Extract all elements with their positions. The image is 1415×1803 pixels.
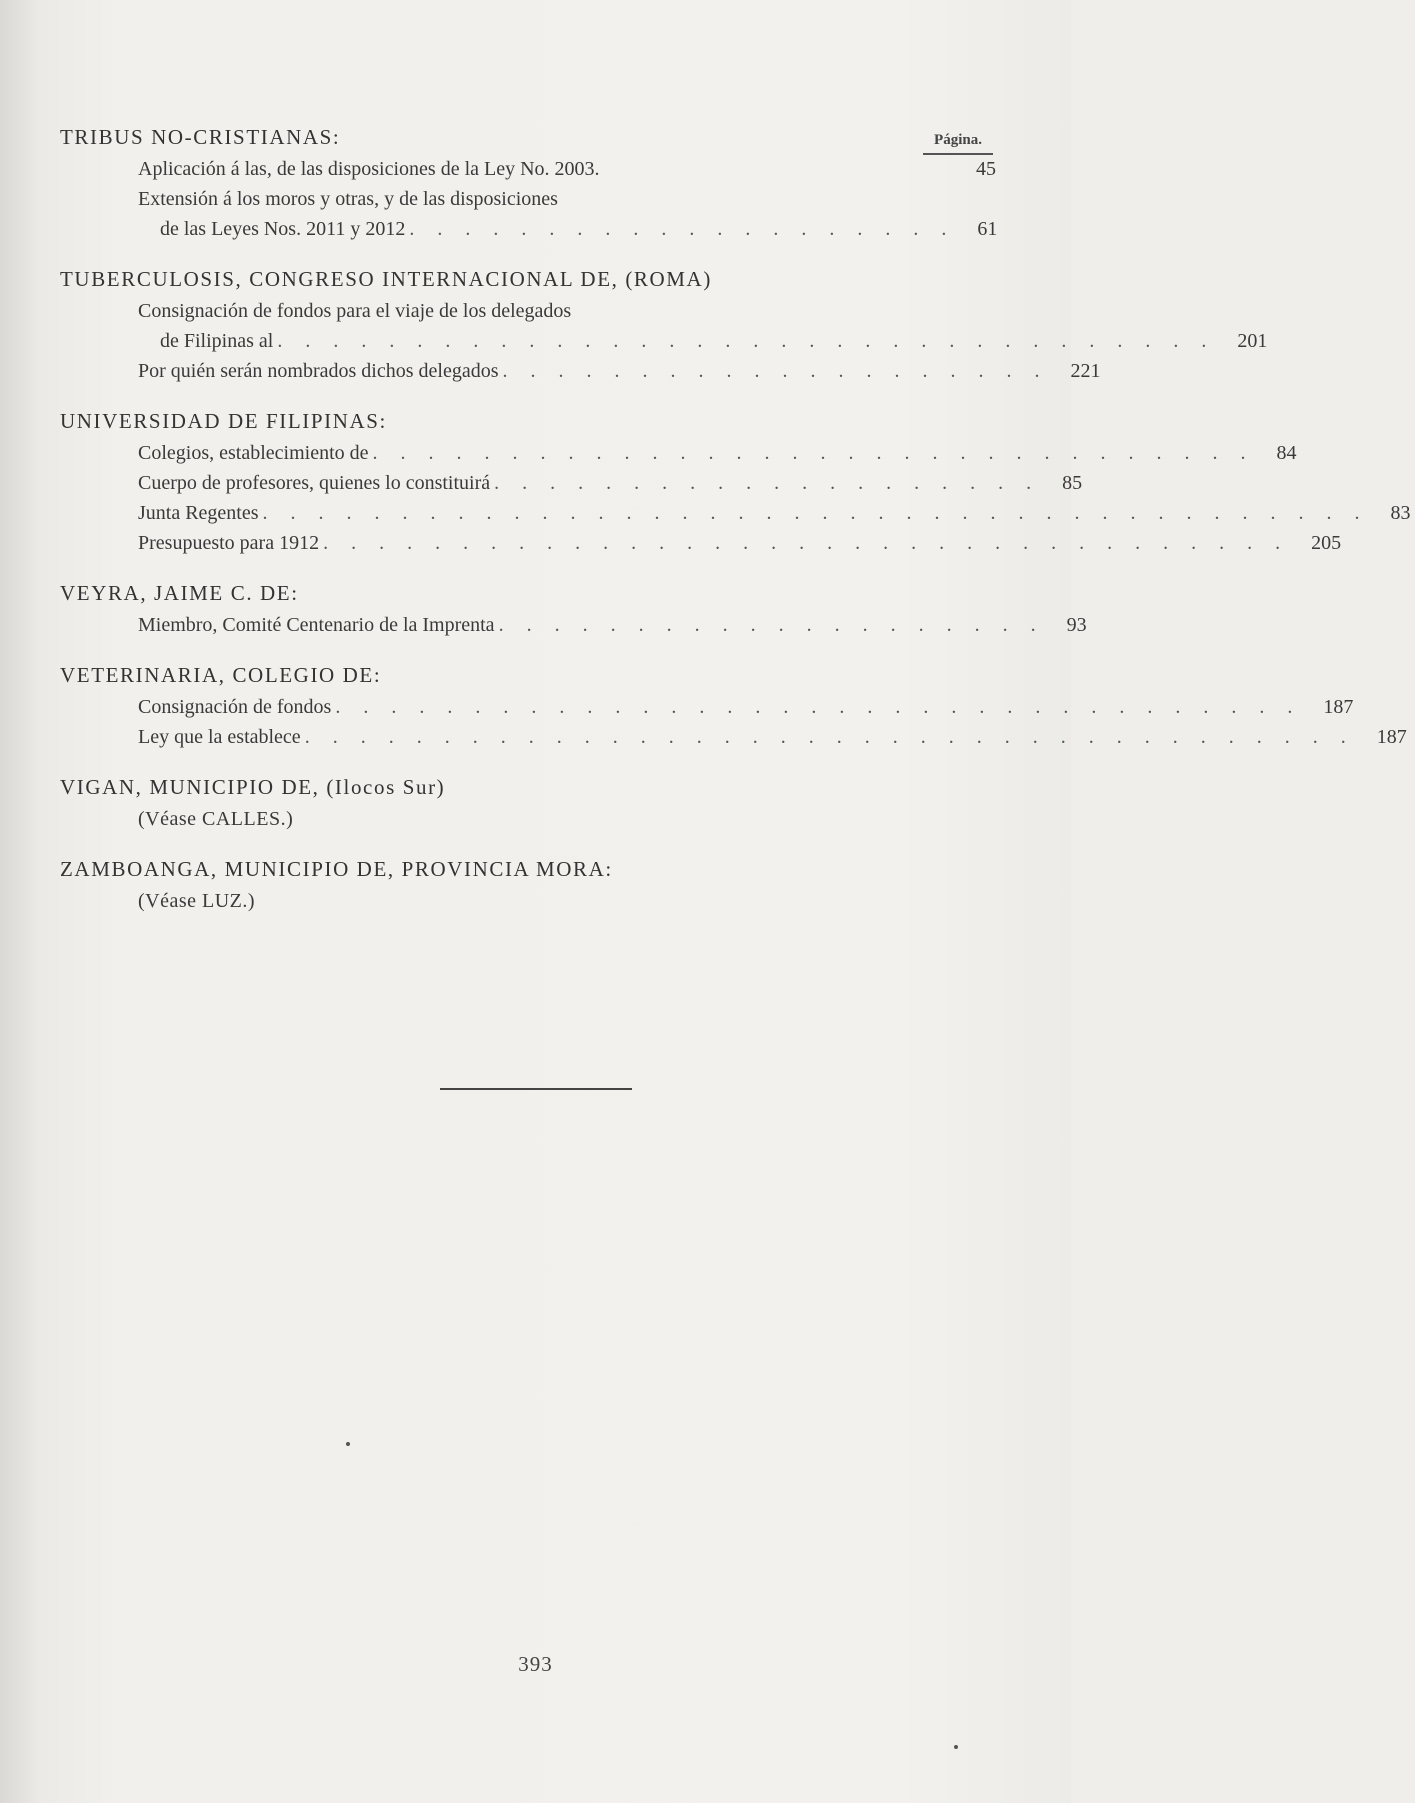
index-section: [60, 406, 1411, 558]
print-speck: [954, 1745, 958, 1749]
index-entry: [60, 692, 1354, 722]
dot-leader: . . . . . . . . . . . . . . . . . . . . . . . . . . . . . . . . . . .: [335, 696, 1302, 718]
index-entry: [60, 528, 1342, 558]
dot-leader: . . . . . . . . . . . . . . . . . . . . . . . . . . . . . . . .: [372, 442, 1255, 464]
index-section: [60, 772, 1000, 834]
entry-text: Ley que la establece: [138, 726, 301, 748]
index-entry: [60, 214, 1000, 244]
page-column-label: Página.: [923, 132, 993, 155]
index-section: [60, 578, 1087, 640]
entry-text: Miembro, Comité Centenario de la Imprenta: [138, 614, 495, 636]
dot-leader: . . . . . . . . . . . . . . . . . . . . . . . . . . . . . . . . . . . . . . . .: [262, 502, 1369, 524]
entry-page-number: 205: [1311, 532, 1342, 554]
entry-text: Por quién serán nombrados dichos delegados: [138, 360, 499, 382]
section-heading: TRIBUS NO-CRISTIANAS:: [60, 125, 341, 149]
index-entry: [60, 498, 1411, 528]
entry-page-number: 61: [977, 218, 998, 240]
entry-text: de Filipinas al: [160, 330, 274, 352]
dot-leader: . . . . . . . . . . . . . . . . . . . .: [409, 218, 956, 240]
print-speck: [346, 1442, 350, 1446]
cross-reference: (Véase LUZ.): [138, 890, 256, 912]
index-section: [60, 660, 1407, 752]
section-heading: UNIVERSIDAD DE FILIPINAS:: [60, 409, 387, 433]
dot-leader: . . . . . . . . . . . . . . . . . . . . . . . . . . . . . . . . . . . . . .: [304, 726, 1355, 748]
index-section: [60, 264, 1268, 386]
index-content: [60, 122, 1411, 936]
index-entry: [60, 326, 1268, 356]
entry-text: Consignación de fondos para el viaje de los delegados: [138, 300, 572, 322]
entry-page-number: 45: [976, 158, 996, 180]
entry-page-number: 187: [1323, 696, 1354, 718]
entry-text: Presupuesto para 1912: [138, 532, 320, 554]
entry-text: Cuerpo de profesores, quienes lo constituirá: [138, 472, 491, 494]
entry-text: de las Leyes Nos. 2011 y 2012: [160, 218, 406, 240]
section-heading: VIGAN, MUNICIPIO DE, (Ilocos Sur): [60, 775, 446, 799]
section-heading: VETERINARIA, COLEGIO DE:: [60, 663, 382, 687]
index-entry: [60, 184, 1000, 214]
entry-page-number: 201: [1237, 330, 1268, 352]
entry-text: Consignación de fondos: [138, 696, 332, 718]
index-entry: [60, 610, 1087, 640]
entry-page-number: 84: [1276, 442, 1297, 464]
index-entry: [60, 468, 1083, 498]
dot-leader: . . . . . . . . . . . . . . . . . . . . . . . . . . . . . . . . . .: [277, 330, 1216, 352]
entry-text: Extensión á los moros y otras, y de las disposiciones: [138, 188, 558, 210]
dot-leader: . . . . . . . . . . . . . . . . . . . .: [494, 472, 1041, 494]
entry-page-number: 93: [1066, 614, 1087, 636]
index-entry: [60, 356, 1101, 386]
page-number: 393: [518, 1652, 553, 1676]
dot-leader: . . . . . . . . . . . . . . . . . . . . . . . . . . . . . . . . . . .: [323, 532, 1290, 554]
entry-page-number: 187: [1376, 726, 1407, 748]
index-entry: [60, 296, 1000, 326]
index-entry: [60, 438, 1297, 468]
entry-text: Aplicación á las, de las disposiciones de la Ley No. 2003.: [138, 158, 600, 180]
section-end-rule: [440, 1088, 632, 1090]
section-heading: TUBERCULOSIS, CONGRESO INTERNACIONAL DE, (ROMA): [60, 267, 712, 291]
dot-leader: . . . . . . . . . . . . . . . . . . . .: [502, 360, 1049, 382]
entry-text: Junta Regentes: [138, 502, 259, 524]
dot-leader: . . . . . . . . . . . . . . . . . . . .: [498, 614, 1045, 636]
section-heading: VEYRA, JAIME C. DE:: [60, 581, 299, 605]
index-section: [60, 122, 1000, 244]
entry-text: Colegios, establecimiento de: [138, 442, 369, 464]
entry-page-number: 85: [1062, 472, 1083, 494]
index-entry: [60, 154, 1000, 184]
index-entry: [60, 722, 1407, 752]
entry-page-number: 221: [1070, 360, 1101, 382]
index-section: [60, 854, 1000, 916]
section-heading: ZAMBOANGA, MUNICIPIO DE, PROVINCIA MORA:: [60, 857, 613, 881]
cross-reference: (Véase CALLES.): [138, 808, 294, 830]
entry-page-number: 83: [1390, 502, 1411, 524]
